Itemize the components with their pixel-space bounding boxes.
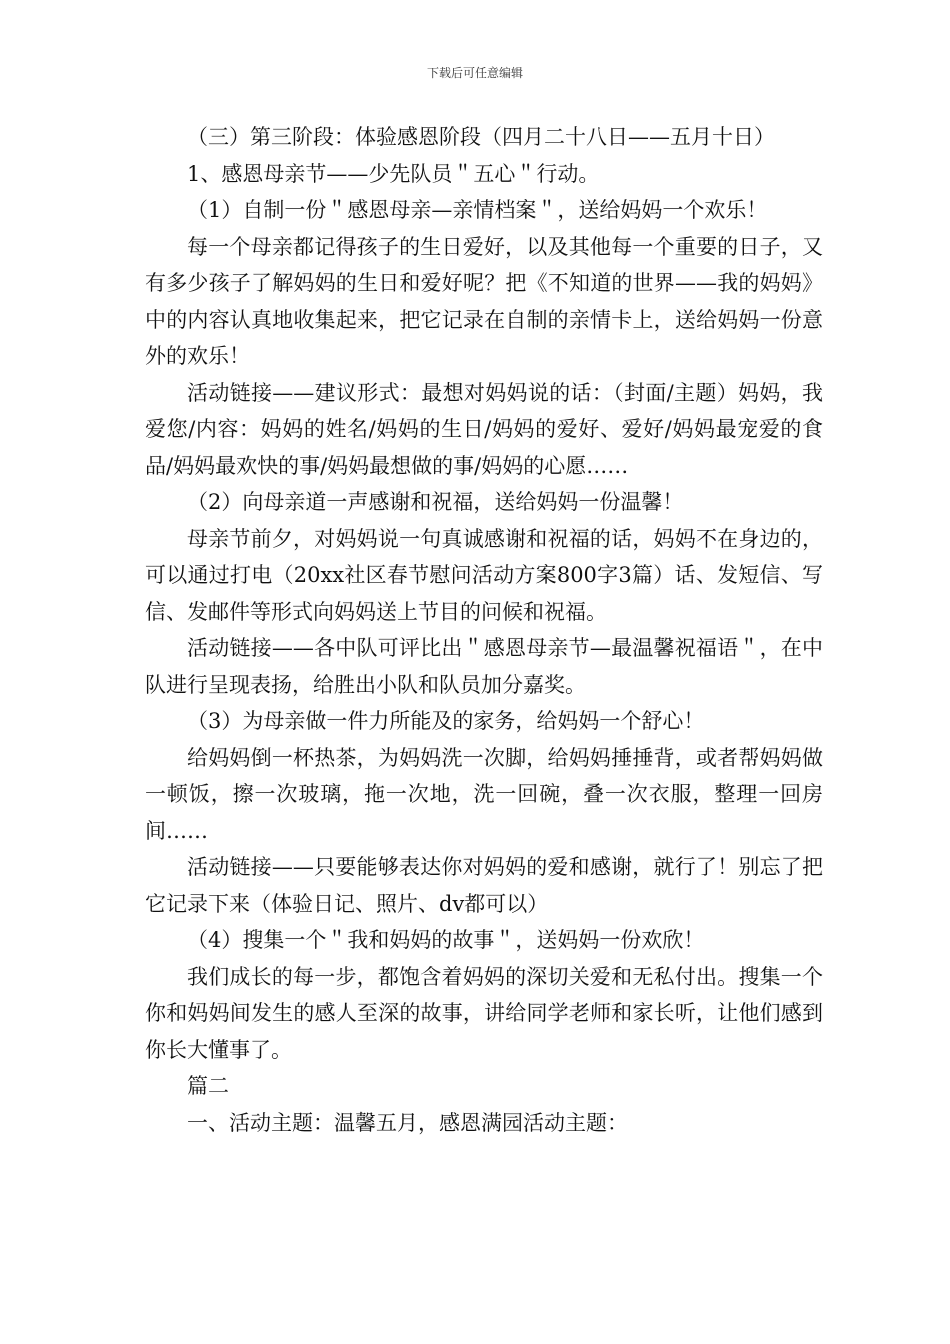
paragraph-item-4-title: （4）搜集一个＂我和妈妈的故事＂，送妈妈一份欢欣！ (187, 928, 705, 952)
paragraph-item-1-link: 活动链接——建议形式：最想对妈妈说的话：（封面/主题）妈妈，我爱您/内容：妈妈的姓名/妈妈的生日/妈妈的爱好、爱好/妈妈最宠爱的食品/妈妈最欢快的事/妈妈最想做的事/妈妈的心愿…… (145, 380, 823, 478)
paragraph-item-2-link: 活动链接——各中队可评比出＂感恩母亲节—最温馨祝福语＂，在中队进行呈现表扬，给胜出小队和队员加分嘉奖。 (145, 636, 823, 697)
paragraph-item-4-body: 我们成长的每一步，都饱含着妈妈的深切关爱和无私付出。搜集一个你和妈妈间发生的感人至深的故事，讲给同学老师和家长听，让他们感到你长大懂事了。 (145, 964, 823, 1062)
paragraph-item-3-link: 活动链接——只要能够表达你对妈妈的爱和感谢，就行了！别忘了把它记录下来（体验日记、照片、dv都可以） (145, 855, 823, 916)
paragraph-activity-theme: 一、活动主题：温馨五月，感恩满园活动主题： (187, 1110, 628, 1135)
paragraph-item-3-body: 给妈妈倒一杯热茶，为妈妈洗一次脚，给妈妈捶捶背，或者帮妈妈做一顿饭，擦一次玻璃，拖一次地，洗一回碗，叠一次衣服，整理一回房间…… (145, 745, 823, 843)
paragraph-item-2-title: （2）向母亲道一声感谢和祝福，送给妈妈一份温馨！ (187, 490, 684, 514)
paragraph-section-two: 篇二 (187, 1074, 229, 1098)
paragraph-mothers-day-action: 1、感恩母亲节——少先队员＂五心＂行动。 (187, 161, 600, 186)
page-header-note: 下载后可任意编辑 (426, 66, 523, 80)
paragraph-item-1-body: 每一个母亲都记得孩子的生日爱好，以及其他每一个重要的日子，又有多少孩子了解妈妈的生日和爱好呢？把《不知道的世界——我的妈妈》中的内容认真地收集起来，把它记录在自制的亲情卡上，送给妈妈一份意外的欢乐！ (145, 234, 823, 368)
paragraph-item-2-body: 母亲节前夕，对妈妈说一句真诚感谢和祝福的话，妈妈不在身边的，可以通过打电（20xx社区春节慰问活动方案800字3篇）话、发短信、写信、发邮件等形式向妈妈送上节目的问候和祝福。 (145, 526, 823, 624)
paragraph-stage-three: （三）第三阶段：体验感恩阶段（四月二十八日——五月十日） (187, 125, 775, 149)
paragraph-item-3-title: （3）为母亲做一件力所能及的家务，给妈妈一个舒心！ (187, 709, 705, 733)
paragraph-item-1-title: （1）自制一份＂感恩母亲—亲情档案＂，送给妈妈一个欢乐！ (187, 198, 768, 222)
document-body (145, 119, 823, 1141)
